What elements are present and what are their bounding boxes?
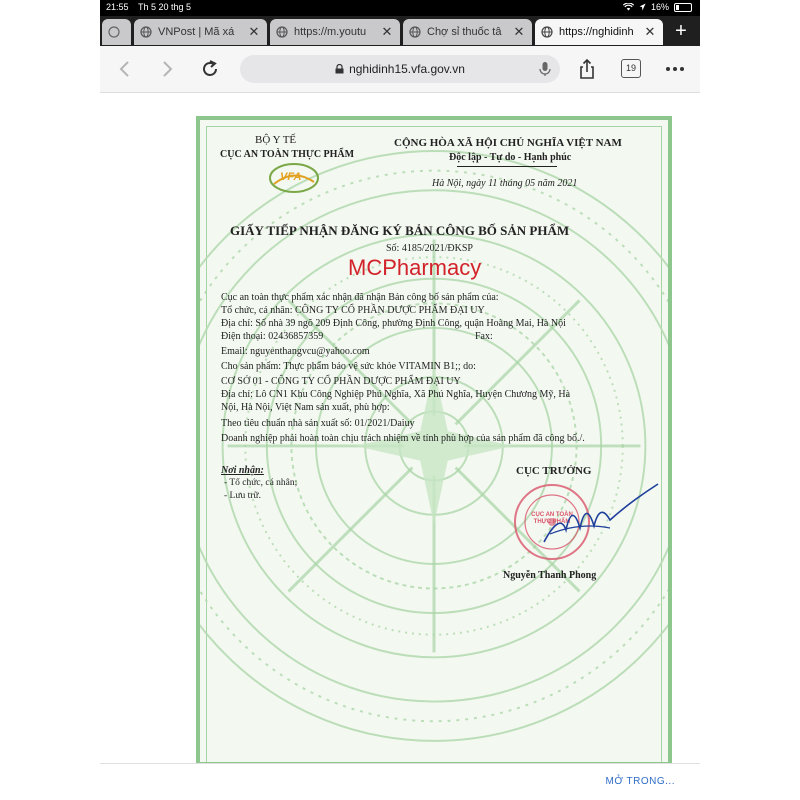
body-line: CƠ SỞ 01 - CÔNG TY CỔ PHẦN DƯỢC PHẨM ĐẠI UY <box>221 376 461 387</box>
open-in-button[interactable]: MỞ TRONG... <box>605 776 675 787</box>
tab-title: https://m.youtu <box>294 26 367 38</box>
new-tab-button[interactable]: + <box>675 20 687 42</box>
vfa-logo <box>268 162 320 194</box>
lock-icon <box>335 64 344 74</box>
wifi-icon <box>623 3 634 11</box>
tab-nghidinh-active[interactable] <box>535 19 663 45</box>
status-bar <box>100 0 700 16</box>
globe-icon <box>140 26 152 38</box>
close-icon[interactable]: ✕ <box>248 24 260 39</box>
tab-title: VNPost | Mã xá <box>158 26 235 38</box>
tab-count-button[interactable]: 19 <box>621 59 641 78</box>
tab-bar <box>100 16 700 46</box>
body-line: Địa chỉ: Lô CN1 Khu Công Nghiệp Phú Nghĩa, Xã Phú Nghĩa, Huyện Chương Mỹ, Hà <box>221 389 571 400</box>
back-icon[interactable] <box>114 58 136 80</box>
reload-icon[interactable] <box>199 58 221 80</box>
tablet-screen <box>100 0 700 800</box>
url-text: nghidinh15.vfa.gov.vn <box>349 62 465 76</box>
battery-icon <box>674 3 692 12</box>
certificate-document <box>196 116 672 766</box>
body-line: Điện thoại: 02436857359 <box>221 331 324 342</box>
tab-partial[interactable] <box>102 19 131 45</box>
globe-icon <box>409 26 421 38</box>
close-icon[interactable]: ✕ <box>644 24 656 39</box>
fax-label: Fax: <box>475 331 493 342</box>
signer-title: CỤC TRƯỞNG <box>516 465 592 477</box>
microphone-icon[interactable] <box>538 61 552 77</box>
status-right <box>623 2 692 12</box>
ministry-name: BỘ Y TẾ <box>255 134 297 146</box>
body-line: Theo tiêu chuẩn nhà sản xuất số: 01/2021/Daiuy <box>221 418 415 429</box>
bottom-bar <box>100 763 700 800</box>
battery-percent: 16% <box>650 2 669 12</box>
issue-date: Hà Nội, ngày 11 tháng 05 năm 2021 <box>432 178 578 189</box>
status-date: Th 5 20 thg 5 <box>138 2 192 12</box>
close-icon[interactable]: ✕ <box>513 24 525 39</box>
recipients-label: Nơi nhận: <box>221 465 264 476</box>
body-line: Email: nguyenthangvcu@yahoo.com <box>221 346 370 357</box>
more-options-icon[interactable] <box>664 58 686 80</box>
status-time: 21:55 <box>106 2 129 12</box>
motto-underline <box>457 166 557 167</box>
seal-text: CỤC AN TOÀN THỰC PHẨM <box>531 512 573 525</box>
close-icon[interactable]: ✕ <box>381 24 393 39</box>
document-text <box>200 120 668 762</box>
body-line: Doanh nghiệp phải hoàn toàn chịu trách nhiệm về tính phù hợp của sản phẩm đã công bố./. <box>221 433 585 444</box>
republic-name: CỘNG HÒA XÃ HỘI CHỦ NGHĨA VIỆT NAM <box>394 137 622 149</box>
globe-icon <box>276 26 288 38</box>
tab-title: Chợ sỉ thuốc tâ <box>427 26 502 38</box>
tab-vnpost[interactable] <box>134 19 267 45</box>
body-line: Cục an toàn thực phẩm xác nhận đã nhận Bản công bố sản phẩm của: <box>221 292 499 303</box>
signature <box>540 482 660 552</box>
share-icon[interactable] <box>576 58 598 80</box>
globe-icon <box>108 26 120 38</box>
address-bar[interactable] <box>240 55 560 83</box>
agency-name: CỤC AN TOÀN THỰC PHẨM <box>220 149 355 160</box>
tab-cho-si-thuoc[interactable] <box>403 19 532 45</box>
body-line: Cho sản phẩm: Thực phẩm bảo vệ sức khỏe VITAMIN B1;; do: <box>221 361 476 372</box>
body-line: Tổ chức, cá nhân: CÔNG TY CỔ PHẦN DƯỢC PHẨM ĐẠI UY <box>221 305 485 316</box>
body-line: Địa chỉ: Số nhà 39 ngõ 209 Định Công, phường Định Công, quận Hoàng Mai, Hà Nội <box>221 318 566 329</box>
globe-icon <box>541 26 553 38</box>
browser-toolbar <box>100 46 700 93</box>
recipient-item: - Lưu trữ. <box>224 491 261 501</box>
document-number: Số: 4185/2021/ĐKSP <box>386 243 473 254</box>
signer-name: Nguyễn Thanh Phong <box>503 570 597 581</box>
watermark-text: MCPharmacy <box>348 255 482 280</box>
tab-youtube[interactable] <box>270 19 400 45</box>
logo-text: VFA <box>280 171 302 183</box>
recipient-item: - Tổ chức, cá nhân; <box>224 478 298 488</box>
body-line: Nội, Hà Nội, Việt Nam sản xuất, phù hợp: <box>221 402 390 413</box>
national-motto: Độc lập - Tự do - Hạnh phúc <box>449 152 572 163</box>
tab-title: https://nghidinh <box>559 26 634 38</box>
web-content[interactable] <box>100 93 700 763</box>
document-title: GIẤY TIẾP NHẬN ĐĂNG KÝ BẢN CÔNG BỐ SẢN PHẨM <box>230 223 570 238</box>
forward-icon[interactable] <box>156 58 178 80</box>
location-icon <box>639 3 646 11</box>
